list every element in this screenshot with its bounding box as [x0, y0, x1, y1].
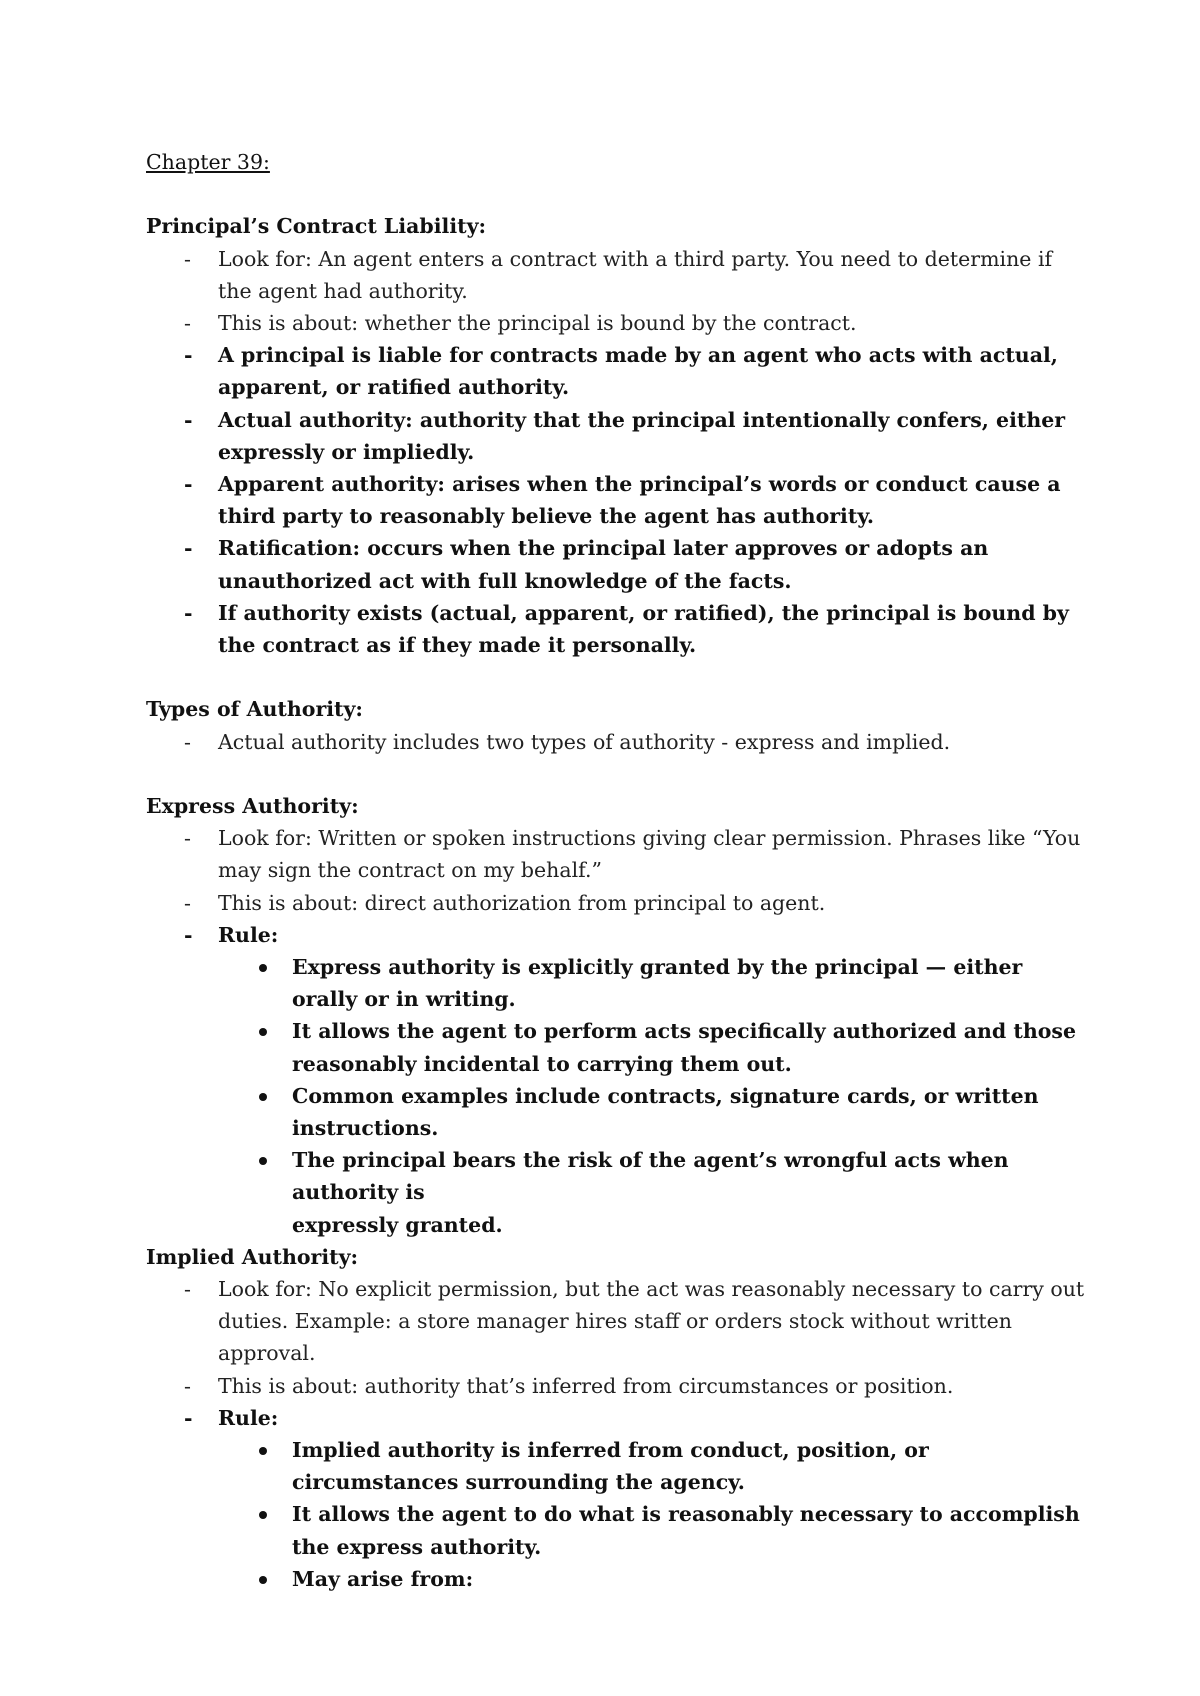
list-item: - Rule: — [146, 1402, 1086, 1434]
section-heading-implied-authority: Implied Authority: — [146, 1244, 359, 1269]
rule-text-continued: expressly granted. — [292, 1212, 503, 1237]
rule-item: Common examples include contracts, signature cards, or written instructions. — [146, 1080, 1086, 1144]
express-authority-list — [146, 822, 1086, 951]
list-item: - Rule: — [146, 919, 1086, 951]
rule-item: It allows the agent to do what is reasonably necessary to accomplish the express authority. — [146, 1498, 1086, 1562]
list-item: - Apparent authority: arises when the principal’s words or conduct cause a third party to reasonably believe the agent has authority. — [146, 468, 1086, 532]
document-page — [146, 146, 1086, 1595]
list-item: - Look for: Written or spoken instructions giving clear permission. Phrases like “You may sign the contract on my behalf.” — [146, 822, 1086, 886]
list-item: - If authority exists (actual, apparent, or ratified), the principal is bound by the contract as if they made it personally. — [146, 597, 1086, 661]
rule-item: Implied authority is inferred from conduct, position, or circumstances surrounding the agency. — [146, 1434, 1086, 1498]
spacer — [146, 178, 1086, 210]
rule-item: Express authority is explicitly granted by the principal — either orally or in writing. — [146, 951, 1086, 1015]
types-of-authority-list — [146, 726, 1086, 758]
list-item: - Ratification: occurs when the principal later approves or adopts an unauthorized act with full knowledge of the facts. — [146, 532, 1086, 596]
spacer — [146, 758, 1086, 790]
list-item: - A principal is liable for contracts made by an agent who acts with actual, apparent, or ratified authority. — [146, 339, 1086, 403]
spacer — [146, 661, 1086, 693]
list-item: - This is about: direct authorization from principal to agent. — [146, 887, 1086, 919]
list-item: - Look for: An agent enters a contract with a third party. You need to determine if the agent had authority. — [146, 243, 1086, 307]
section-heading-principal-liability: Principal’s Contract Liability: — [146, 214, 487, 239]
rule-item: It allows the agent to perform acts specifically authorized and those reasonably incidental to carrying them out. — [146, 1015, 1086, 1079]
principal-liability-list — [146, 243, 1086, 662]
list-item: - This is about: whether the principal is bound by the contract. — [146, 307, 1086, 339]
list-item: - Actual authority includes two types of authority - express and implied. — [146, 726, 1086, 758]
implied-authority-rules — [146, 1434, 1086, 1595]
rule-item: May arise from: — [146, 1563, 1086, 1595]
list-item: - Look for: No explicit permission, but the act was reasonably necessary to carry out duties. Example: a store manager hires staff or orders stock without written approval. — [146, 1273, 1086, 1370]
implied-authority-list — [146, 1273, 1086, 1434]
express-authority-rules — [146, 951, 1086, 1241]
rule-text: The principal bears the risk of the agent’s wrongful acts when authority is — [292, 1148, 1009, 1205]
rule-item — [146, 1144, 1086, 1241]
chapter-title: Chapter 39: — [146, 150, 270, 174]
section-heading-types-of-authority: Types of Authority: — [146, 697, 363, 722]
list-item: - This is about: authority that’s inferred from circumstances or position. — [146, 1370, 1086, 1402]
section-heading-express-authority: Express Authority: — [146, 794, 359, 819]
list-item: - Actual authority: authority that the principal intentionally confers, either expressly or impliedly. — [146, 404, 1086, 468]
